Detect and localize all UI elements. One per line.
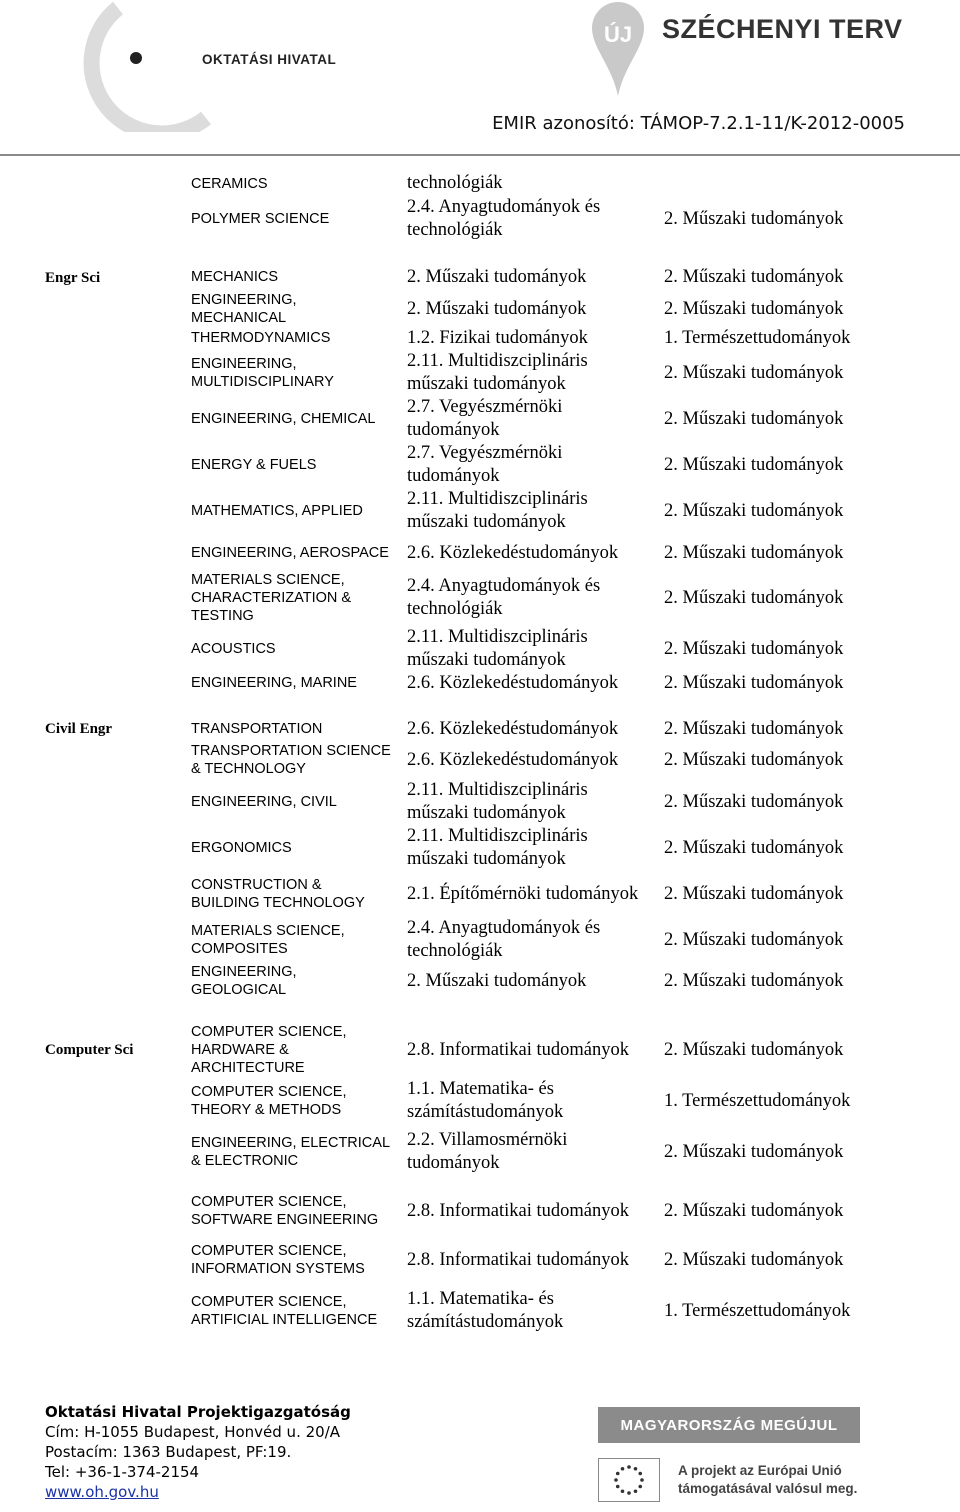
oecd-field-cell-text: 2.6. Közlekedéstudományok xyxy=(407,672,619,693)
science-field-cell xyxy=(664,742,924,778)
wos-category-cell-text: ENGINEERING, MECHANICAL xyxy=(191,292,297,326)
eu-star-icon xyxy=(616,1472,620,1476)
oecd-field-cell-text: 2.6. Közlekedéstudományok xyxy=(407,718,619,739)
wos-category-cell-text: ACOUSTICS xyxy=(191,641,276,657)
science-field-cell-text: 2. Műszaki tudományok xyxy=(664,837,844,858)
wos-category-cell-text: ENERGY & FUELS xyxy=(191,457,317,473)
wos-category-cell xyxy=(191,396,391,442)
wos-category-cell-text: COMPUTER SCIENCE, THEORY & METHODS xyxy=(191,1084,347,1118)
wos-category-cell xyxy=(191,572,391,624)
wos-category-cell xyxy=(191,718,391,740)
wos-category-cell xyxy=(191,1242,391,1278)
table-row xyxy=(0,963,960,999)
wos-category-cell-text: POLYMER SCIENCE xyxy=(191,211,330,227)
table-row xyxy=(0,292,960,326)
wos-category-cell-text: ENGINEERING, MULTIDISCIPLINARY xyxy=(191,356,334,390)
science-field-cell-text: 2. Műszaki tudományok xyxy=(664,208,844,229)
eu-star-icon xyxy=(627,1465,631,1469)
science-field-cell-text: 2. Műszaki tudományok xyxy=(664,929,844,950)
szechenyi-terv-wordmark: SZÉCHENYI TERV xyxy=(662,14,903,44)
science-field-cell xyxy=(664,1282,924,1340)
oecd-field-cell-text: 2.8. Informatikai tudományok xyxy=(407,1039,629,1060)
oecd-field-cell-text: 2.11. Multidiszciplináris műszaki tudományok xyxy=(407,780,588,823)
science-field-cell-text: 2. Műszaki tudományok xyxy=(664,791,844,812)
oecd-field-cell xyxy=(407,1022,647,1078)
oecd-field-cell xyxy=(407,196,647,242)
oecd-field-cell xyxy=(407,1282,647,1340)
oecd-field-cell xyxy=(407,396,647,442)
science-field-cell xyxy=(664,1242,924,1278)
science-field-cell-text: 2. Műszaki tudományok xyxy=(664,970,844,991)
science-field-cell-text: 2. Műszaki tudományok xyxy=(664,298,844,319)
science-field-cell xyxy=(664,779,924,825)
oecd-field-cell-text: 2.8. Informatikai tudományok xyxy=(407,1200,629,1221)
eu-star-icon xyxy=(634,1467,638,1471)
table-row xyxy=(0,535,960,571)
oecd-field-cell xyxy=(407,1124,647,1180)
table-row xyxy=(0,1242,960,1278)
science-field-cell xyxy=(664,442,924,488)
wos-category-cell xyxy=(191,1124,391,1180)
category-label: Civil Engr xyxy=(45,721,113,737)
wos-category-cell xyxy=(191,871,391,917)
wos-category-cell-text: ENGINEERING, CIVIL xyxy=(191,794,337,810)
oecd-field-cell xyxy=(407,535,647,571)
science-field-cell-text: 2. Műszaki tudományok xyxy=(664,454,844,475)
science-field-cell xyxy=(664,535,924,571)
oecd-field-cell xyxy=(407,266,647,288)
footer-contact xyxy=(45,1402,351,1502)
oecd-field-cell-text: 2.11. Multidiszciplináris műszaki tudományok xyxy=(407,489,588,532)
eu-star-icon xyxy=(621,1489,625,1493)
oecd-field-cell-text: 1.1. Matematika- és számítástudományok xyxy=(407,1289,564,1332)
wos-category-cell-text: COMPUTER SCIENCE, HARDWARE & ARCHITECTURE xyxy=(191,1024,347,1076)
science-field-cell-text: 1. Természettudományok xyxy=(664,1090,851,1111)
wos-category-cell-text: ENGINEERING, CHEMICAL xyxy=(191,411,376,427)
oecd-field-cell-text: 2.4. Anyagtudományok és technológiák xyxy=(407,918,601,961)
wos-category-cell xyxy=(191,779,391,825)
oecd-field-cell xyxy=(407,442,647,488)
eu-star-icon xyxy=(614,1478,618,1482)
wos-category-cell xyxy=(191,1282,391,1340)
science-field-cell-text: 2. Műszaki tudományok xyxy=(664,500,844,521)
science-field-cell-text: 2. Műszaki tudományok xyxy=(664,1141,844,1162)
table-row xyxy=(0,266,960,288)
science-field-cell-text: 2. Műszaki tudományok xyxy=(664,638,844,659)
eu-line-2: támogatásával valósul meg. xyxy=(678,1481,858,1496)
science-field-cell xyxy=(664,626,924,672)
eu-star-icon xyxy=(640,1478,644,1482)
wos-category-cell xyxy=(191,292,391,326)
eu-star-icon xyxy=(621,1467,625,1471)
oecd-field-cell xyxy=(407,172,647,196)
table-row xyxy=(0,871,960,917)
science-field-cell xyxy=(664,327,924,349)
science-field-cell xyxy=(664,1182,924,1240)
science-field-cell xyxy=(664,196,924,242)
wos-category-cell-text: ENGINEERING, GEOLOGICAL xyxy=(191,964,297,998)
science-field-cell-text: 2. Műszaki tudományok xyxy=(664,883,844,904)
oecd-field-cell-text: 2.6. Közlekedéstudományok xyxy=(407,749,619,770)
oecd-field-cell xyxy=(407,1182,647,1240)
wos-category-cell-text: ERGONOMICS xyxy=(191,840,292,856)
oecd-field-cell xyxy=(407,718,647,740)
science-field-cell-text: 2. Műszaki tudományok xyxy=(664,749,844,770)
oecd-field-cell-text: 1.1. Matematika- és számítástudományok xyxy=(407,1079,564,1122)
eu-line-1: A projekt az Európai Unió xyxy=(678,1463,842,1478)
table-row xyxy=(0,350,960,396)
science-field-cell xyxy=(664,871,924,917)
category-label: Engr Sci xyxy=(45,270,101,286)
oecd-field-cell-text: 2.1. Építőmérnöki tudományok xyxy=(407,883,639,904)
eu-star-icon xyxy=(616,1485,620,1489)
science-field-cell-text: 2. Műszaki tudományok xyxy=(664,1249,844,1270)
science-field-cell-text: 2. Műszaki tudományok xyxy=(664,1200,844,1221)
wos-category-cell xyxy=(191,350,391,396)
eu-support-text xyxy=(678,1462,857,1498)
science-field-cell-text: 2. Műszaki tudományok xyxy=(664,587,844,608)
oecd-field-cell-text: 2. Műszaki tudományok xyxy=(407,266,587,287)
wos-category-cell-text: CERAMICS xyxy=(191,176,268,192)
footer-address: Cím: H-1055 Budapest, Honvéd u. 20/A xyxy=(45,1423,341,1441)
oecd-field-cell-text: technológiák xyxy=(407,173,503,193)
wos-category-cell xyxy=(191,1182,391,1240)
science-field-cell-text: 2. Műszaki tudományok xyxy=(664,362,844,383)
science-field-cell xyxy=(664,825,924,871)
wos-category-cell-text: MATERIALS SCIENCE, CHARACTERIZATION & TESTING xyxy=(191,572,352,624)
science-field-cell xyxy=(664,672,924,694)
wos-category-cell-text: TRANSPORTATION SCIENCE & TECHNOLOGY xyxy=(191,743,391,777)
wos-category-cell xyxy=(191,327,391,349)
table-row xyxy=(0,917,960,963)
oecd-field-cell xyxy=(407,825,647,871)
oecd-field-cell-text: 2.6. Közlekedéstudományok xyxy=(407,542,619,563)
science-field-cell-text: 2. Műszaki tudományok xyxy=(664,542,844,563)
science-field-cell xyxy=(664,350,924,396)
oecd-field-cell-text: 2.4. Anyagtudományok és technológiák xyxy=(407,197,601,240)
wos-category-cell-text: ENGINEERING, MARINE xyxy=(191,675,357,691)
wos-category-cell xyxy=(191,1080,391,1122)
wos-category-cell-text: MATHEMATICS, APPLIED xyxy=(191,503,363,519)
science-field-cell-text: 2. Műszaki tudományok xyxy=(664,408,844,429)
oktatasi-hivatal-logo xyxy=(56,0,337,140)
table-row xyxy=(0,572,960,624)
eu-star-icon xyxy=(634,1489,638,1493)
table-row xyxy=(0,1282,960,1340)
oecd-field-cell xyxy=(407,572,647,624)
wos-category-cell xyxy=(191,825,391,871)
table-row xyxy=(0,327,960,349)
table-row xyxy=(0,779,960,825)
wos-category-cell xyxy=(191,172,391,196)
wos-category-cell xyxy=(191,963,391,999)
oecd-field-cell-text: 2.11. Multidiszciplináris műszaki tudományok xyxy=(407,351,588,394)
wos-category-cell xyxy=(191,626,391,672)
science-field-cell-text: 2. Műszaki tudományok xyxy=(664,718,844,739)
table-row xyxy=(0,626,960,672)
map-pin-icon xyxy=(588,0,648,100)
oecd-field-cell-text: 2.11. Multidiszciplináris műszaki tudományok xyxy=(407,826,588,869)
wos-category-cell-text: COMPUTER SCIENCE, SOFTWARE ENGINEERING xyxy=(191,1194,379,1228)
wos-category-cell-text: ENGINEERING, ELECTRICAL & ELECTRONIC xyxy=(191,1135,390,1169)
science-field-cell xyxy=(664,488,924,534)
wos-category-cell xyxy=(191,535,391,571)
wos-category-cell-text: COMPUTER SCIENCE, ARTIFICIAL INTELLIGENCE xyxy=(191,1294,378,1328)
wos-category-cell-text: ENGINEERING, AEROSPACE xyxy=(191,545,389,561)
table-row xyxy=(0,196,960,242)
szechenyi-terv-logo xyxy=(588,0,918,110)
eu-star-icon xyxy=(638,1472,642,1476)
science-field-cell xyxy=(664,1022,924,1078)
wos-category-cell-text: TRANSPORTATION xyxy=(191,721,323,737)
wos-category-cell-text: CONSTRUCTION & BUILDING TECHNOLOGY xyxy=(191,877,365,911)
oecd-field-cell-text: 2. Műszaki tudományok xyxy=(407,970,587,991)
oecd-field-cell xyxy=(407,917,647,963)
table-row xyxy=(0,172,960,196)
wos-category-cell-text: MATERIALS SCIENCE, COMPOSITES xyxy=(191,923,345,957)
science-field-cell-text: 1. Természettudományok xyxy=(664,327,851,348)
oecd-field-cell xyxy=(407,779,647,825)
science-field-cell xyxy=(664,917,924,963)
science-field-cell xyxy=(664,1124,924,1180)
oecd-field-cell-text: 2.2. Villamosmérnöki tudományok xyxy=(407,1130,568,1173)
wos-category-cell xyxy=(191,266,391,288)
oecd-field-cell xyxy=(407,1242,647,1278)
table-row xyxy=(0,672,960,694)
table-row xyxy=(0,825,960,871)
science-field-cell xyxy=(664,396,924,442)
science-field-cell-text: 1. Természettudományok xyxy=(664,1300,851,1321)
table-row xyxy=(0,742,960,778)
oecd-field-cell-text: 2.7. Vegyészmérnöki tudományok xyxy=(407,443,563,486)
oecd-field-cell xyxy=(407,871,647,917)
oecd-field-cell xyxy=(407,963,647,999)
science-field-cell xyxy=(664,292,924,326)
wos-category-cell xyxy=(191,1022,391,1078)
oecd-field-cell xyxy=(407,1080,647,1122)
science-field-cell xyxy=(664,172,924,196)
wos-category-cell-text: THERMODYNAMICS xyxy=(191,330,331,346)
emir-identifier: EMIR azonosító: TÁMOP-7.2.1-11/K-2012-0005 xyxy=(492,113,905,134)
eu-star-icon xyxy=(638,1485,642,1489)
table-row xyxy=(0,1124,960,1180)
oecd-field-cell-text: 2. Műszaki tudományok xyxy=(407,298,587,319)
table-row xyxy=(0,1182,960,1240)
table-row xyxy=(0,396,960,442)
oecd-field-cell xyxy=(407,742,647,778)
table-row xyxy=(0,718,960,740)
table-row xyxy=(0,488,960,534)
header-divider xyxy=(0,154,960,156)
wos-category-cell xyxy=(191,196,391,242)
oecd-field-cell xyxy=(407,350,647,396)
oecd-field-cell-text: 2.8. Informatikai tudományok xyxy=(407,1249,629,1270)
table-row xyxy=(0,1080,960,1122)
science-field-cell xyxy=(664,572,924,624)
oecd-field-cell-text: 2.11. Multidiszciplináris műszaki tudományok xyxy=(407,627,588,670)
oecd-field-cell xyxy=(407,626,647,672)
footer-web-link[interactable]: www.oh.gov.hu xyxy=(45,1483,159,1501)
oecd-field-cell-text: 2.4. Anyagtudományok és technológiák xyxy=(407,576,601,619)
table-row xyxy=(0,442,960,488)
oktatasi-hivatal-wordmark: OKTATÁSI HIVATAL xyxy=(202,52,337,67)
magyarorszag-megujul-banner: MAGYARORSZÁG MEGÚJUL xyxy=(598,1407,860,1443)
oecd-field-cell xyxy=(407,488,647,534)
oecd-field-cell xyxy=(407,672,647,694)
footer-tel: Tel: +36-1-374-2154 xyxy=(45,1463,200,1481)
logo-mark-text: ÚJ xyxy=(603,22,633,47)
science-field-cell-text: 2. Műszaki tudományok xyxy=(664,266,844,287)
oecd-field-cell-text: 1.2. Fizikai tudományok xyxy=(407,327,588,348)
page-footer xyxy=(0,1390,960,1512)
wos-category-cell-text: MECHANICS xyxy=(191,269,279,285)
science-field-cell-text: 2. Műszaki tudományok xyxy=(664,1039,844,1060)
science-field-cell xyxy=(664,266,924,288)
oecd-field-cell xyxy=(407,327,647,349)
oecd-field-cell xyxy=(407,292,647,326)
page-header xyxy=(0,0,960,158)
science-field-cell xyxy=(664,963,924,999)
wos-category-cell-text: COMPUTER SCIENCE, INFORMATION SYSTEMS xyxy=(191,1243,365,1277)
footer-org: Oktatási Hivatal Projektigazgatóság xyxy=(45,1403,351,1421)
table-row xyxy=(0,1022,960,1078)
wos-category-cell xyxy=(191,442,391,488)
footer-postal: Postacím: 1363 Budapest, PF:19. xyxy=(45,1443,292,1461)
wos-category-cell xyxy=(191,672,391,694)
category-label: Computer Sci xyxy=(45,1042,134,1058)
eu-flag-icon xyxy=(598,1458,660,1502)
science-field-cell xyxy=(664,1080,924,1122)
science-field-cell xyxy=(664,718,924,740)
wos-category-cell xyxy=(191,917,391,963)
oecd-field-cell-text: 2.7. Vegyészmérnöki tudományok xyxy=(407,397,563,440)
eu-star-icon xyxy=(627,1491,631,1495)
wos-category-cell xyxy=(191,742,391,778)
science-field-cell-text: 2. Műszaki tudományok xyxy=(664,672,844,693)
wos-category-cell xyxy=(191,488,391,534)
